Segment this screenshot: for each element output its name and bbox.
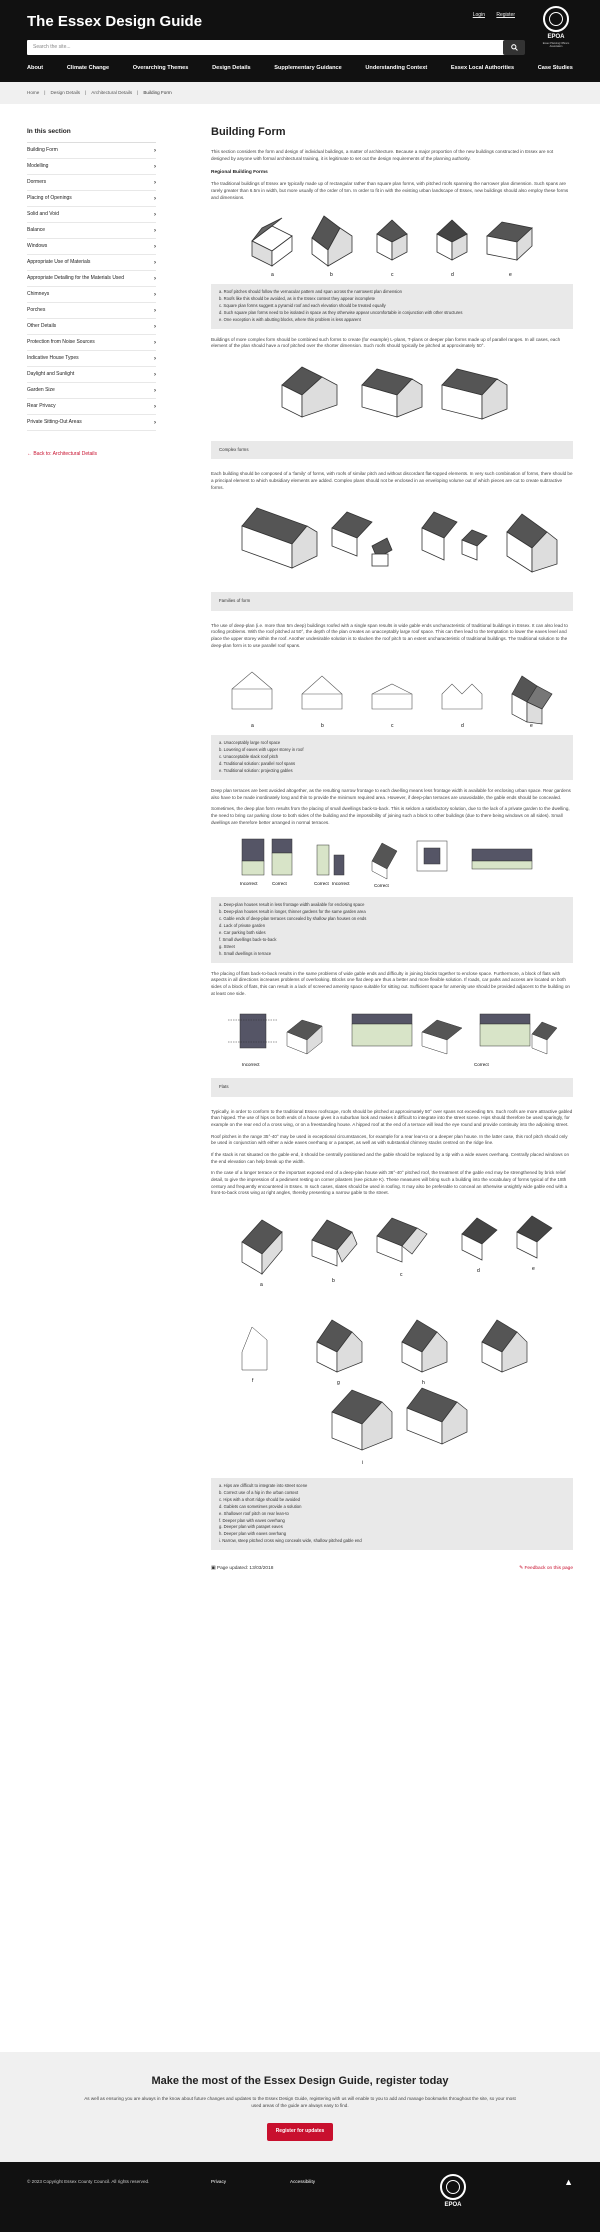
breadcrumb-architectural-details[interactable]: Architectural Details bbox=[91, 89, 133, 95]
fig-label: e bbox=[530, 723, 533, 730]
chevron-right-icon: › bbox=[154, 339, 156, 346]
chevron-right-icon: › bbox=[154, 147, 156, 154]
fig-label: b bbox=[332, 1277, 335, 1284]
fig-label: f bbox=[252, 1377, 254, 1384]
fig-label: d bbox=[451, 272, 454, 279]
fig-label: c bbox=[391, 272, 394, 279]
chevron-right-icon: › bbox=[154, 371, 156, 378]
sidebar-item[interactable]: Rear Privacy › bbox=[27, 399, 156, 415]
fig-label: Correct bbox=[474, 1062, 489, 1068]
back-to-top-icon[interactable]: ▲ bbox=[564, 2177, 573, 2187]
fig-label: h bbox=[422, 1379, 425, 1386]
body-text: If the stack is not situated on the gable end, it should be centrally positioned and the gable should be replaced by a tip with a wide eaves overhang. Centrally placed windows on the end elevation can help break up the width. bbox=[211, 1151, 570, 1164]
fig-label: Correct bbox=[374, 883, 389, 889]
sidebar-item[interactable]: Protection from Noise Sources › bbox=[27, 335, 156, 351]
arrow-left-icon: ← bbox=[27, 451, 34, 458]
sidebar-item[interactable]: Appropriate Detailing for the Materials Used › bbox=[27, 271, 156, 287]
body-text: The use of deep-plan (i.e. more than 5m deep) buildings roofed with a single span results in wide gable ends uncharacteristic of traditional buildings in Essex. It can also lead to roofing problems. With the roof pitched at 50°, the depth of the plan creates an unacceptably large roof space. This can then lead to the temptation to lower the eaves level and place the upper storey within the roof. Another undesirable solution is to slacken the roof pitch to an extent uncharacteristic of traditional buildings. The traditional solution to the deep-plan form is to use parallel roof spans. bbox=[211, 622, 568, 648]
fig-label: b bbox=[330, 272, 333, 279]
logo-text: EPOA bbox=[547, 34, 565, 40]
roof-types-figure bbox=[222, 1202, 562, 1472]
feedback-link[interactable]: ✎ Feedback on this page bbox=[519, 1566, 573, 1572]
figure-caption: Families of form bbox=[211, 592, 573, 610]
breadcrumb: Home | Design Details | Architectural Details | Building Form bbox=[0, 82, 600, 104]
sidebar-item[interactable]: Daylight and Sunlight › bbox=[27, 367, 156, 383]
register-link[interactable]: Register bbox=[496, 12, 515, 18]
chevron-right-icon: › bbox=[154, 307, 156, 314]
fig-label: e bbox=[509, 272, 512, 279]
deep-plan-figure bbox=[222, 654, 562, 729]
register-banner bbox=[0, 2052, 600, 2162]
nav-understanding-context[interactable]: Understanding Context bbox=[365, 65, 428, 71]
fig-label: Incorrect bbox=[242, 1062, 260, 1068]
fig-label: Correct bbox=[314, 881, 329, 887]
fig-label: i bbox=[362, 1459, 364, 1466]
sidebar-item[interactable]: Porches › bbox=[27, 303, 156, 319]
body-text: Roof pitches in the range 35°-40° may be used in exceptional circumstances, for example for a rear lean-to or a deeper plan house. In the latter case, this roof pitch should only be used in conjunction with either a wide eaves overhang or a parapet, as well as with substantial chimney stacks centred on the ridge line. bbox=[211, 1133, 568, 1146]
figure-caption: Flats bbox=[211, 1078, 573, 1096]
families-of-form-figure bbox=[222, 496, 562, 586]
page-updated: ▣ Page updated: 13/03/2018 bbox=[211, 1566, 274, 1572]
body-text: Typically, in order to conform to the traditional Essex roofscape, roofs should be pitched at approximately 50° over spans not exceeding 5m. Such roofs are more attractive gabled than hipped. The use of hips on both ends of a house gives it a suburban look and makes it difficult to integrate into the street scene. Hips should therefore be used sparingly, for example on the rear end of a cross wing, or on a freestanding house. A hipped roof at the end of a terrace will lead the eye round and provide continuity into the adjoining street. bbox=[211, 1108, 573, 1128]
footer-logo[interactable] bbox=[437, 2174, 469, 2210]
nav-supplementary-guidance[interactable]: Supplementary Guidance bbox=[274, 65, 342, 71]
body-text: In the case of a longer terrace or the important exposed end of a deep-plan house with 36°-40° pitched roof, the treatment of the gable end may be strengthened by brick relief detail, to give the impression of a pediment resting on corner pilasters (see picture K). These measures will bring such a building into the vocabulary of forms typical of the 18th century and frequently encountered in Essex. In such cases, slates should be used in roofing. It may also be preferable to conceal an otherwise unsightly wide gable end with a front-to-back cross wing at right angles, thereby presenting a narrow gable to the street. bbox=[211, 1170, 568, 1196]
sidebar-item[interactable]: Indicative House Types › bbox=[27, 351, 156, 367]
fig-label: b bbox=[321, 723, 324, 730]
sidebar-item[interactable]: Appropriate Use of Materials › bbox=[27, 255, 156, 271]
nav-case-studies[interactable]: Case Studies bbox=[537, 65, 573, 71]
sidebar-item[interactable]: Building Form › bbox=[27, 143, 156, 159]
chevron-right-icon: › bbox=[154, 243, 156, 250]
fig-label: d bbox=[461, 723, 464, 730]
nav-essex-local-authorities[interactable]: Essex Local Authorities bbox=[450, 65, 515, 71]
notes-panel: a. Roof pitches should follow the vernacular pattern and span across the narrowest plan dimension b. Roofs like this should be avoided, as in the Essex context they appear incomplete c. Square plan forms suggest a pyramid roof and each elevation should be treated equally d. Such square plan forms need to be isolated in space as they otherwise appear uncomfortable in conjunction with other structures e. One exception is with abutting blocks, where this problem is less apparent bbox=[211, 284, 573, 329]
sidebar-item[interactable]: Solid and Void › bbox=[27, 207, 156, 223]
privacy-link[interactable]: Privacy bbox=[211, 2179, 227, 2184]
chevron-right-icon: › bbox=[154, 323, 156, 330]
fig-label: Incorrect bbox=[240, 881, 258, 887]
sidebar-item[interactable]: Balance › bbox=[27, 223, 156, 239]
fig-label: a bbox=[260, 1281, 263, 1288]
chevron-right-icon: › bbox=[154, 275, 156, 282]
chevron-right-icon: › bbox=[154, 259, 156, 266]
fig-label: g bbox=[337, 1379, 340, 1386]
body-text: The traditional buildings of Essex are typically made up of rectangular rather than square plan forms, with pitched roofs spanning the narrower plan dimension. Such spans are rarely greater than 6.5m in width, but more usually of the order of 5m. In order to fit in with the existing urban landscape of Essex, new buildings should also employ these forms and dimensions. bbox=[211, 181, 569, 200]
nav-design-details[interactable]: Design Details bbox=[212, 65, 251, 71]
register-text: As well as ensuring you are always in the know about future changes and updates to the Essex Design Guide, registering with us will enable to you to add and manage bookmarks throughout the site, so your most used areas of the guide are always easy to find. bbox=[84, 2095, 516, 2108]
fig-label: e bbox=[532, 1265, 535, 1272]
sidebar-item[interactable]: Windows › bbox=[27, 239, 156, 255]
register-title: Make the most of the Essex Design Guide, register today bbox=[151, 2075, 449, 2087]
sidebar-item[interactable]: Modelling › bbox=[27, 159, 156, 175]
intro-text: This section considers the form and design of individual buildings, a matter of architecture. Because a major proportion of the new buildings constructed in Essex are not designed by anyone with formal architectural training, it is legitimate to set out the design requirements of the planning authority. bbox=[211, 148, 554, 161]
nav-climate-change[interactable]: Climate Change bbox=[66, 65, 110, 71]
nav-about[interactable]: About bbox=[27, 65, 44, 71]
notes-panel: a. Hips are difficult to integrate into street scene b. Correct use of a hip in the urban context c. Hips with a short ridge should be avoided d. Gablets can sometimes provide a solution e. Shallower roof pitch on rear lean-to f. Deeper plan with eaves overhang g. Deeper plan with parapet eaves h. Deeper plan with eaves overhang i. Narrow, steep pitched cross wing conceals wide, shallow pitched gable end bbox=[211, 1478, 573, 1550]
chevron-right-icon: › bbox=[154, 179, 156, 186]
chevron-right-icon: › bbox=[154, 195, 156, 202]
sidebar-item[interactable]: Other Details › bbox=[27, 319, 156, 335]
section-heading: Regional Building Forms bbox=[211, 170, 268, 176]
chevron-right-icon: › bbox=[154, 355, 156, 362]
logo-text: EPOA bbox=[444, 2202, 462, 2208]
notes-panel: a. Deep-plan houses result in less frontage width available for enclosing space b. Deep-plan houses result in longer, thinner gardens for the same garden area c. Gable ends of deep-plan terraces concealed by shallow plan houses on ends d. Lack of private garden e. Car parking both sides f. Small dwellings back-to-back g. Street h. Small dwellings in terrace bbox=[211, 897, 573, 962]
search-button[interactable] bbox=[503, 40, 525, 55]
site-header bbox=[0, 0, 600, 82]
logo-subtitle: Essex Planning Officers Association bbox=[542, 41, 570, 48]
chevron-right-icon: › bbox=[154, 227, 156, 234]
body-text: The placing of flats back-to-back results in the same problems of wide gable ends and difficulty in joining blocks together to enclose space. Furthermore, a block of flats with aspects in all directions increases problems of overlooking. Blocks one flat deep are thus a better and more flexible solution. If roads, car parks and access are located on both sides of a block of flats, this can result in a lack of screened amenity space suitable for sitting out. Sufficient space for amenity use should be provided adjacent to the building on at least one side. bbox=[211, 970, 570, 996]
chevron-right-icon: › bbox=[154, 211, 156, 218]
page-meta bbox=[211, 1566, 573, 1573]
search-placeholder: Search the site... bbox=[33, 44, 71, 50]
feedback-icon: ✎ bbox=[519, 1566, 525, 1572]
fig-label: Incorrect bbox=[332, 881, 350, 887]
body-text: Deep plan terraces are best avoided altogether, as the resulting narrow frontage to each dwelling means less frontage width is available for enclosing urban space. Rear gardens also have to be made inordinately long and thin to provide the minimum required area. However, if deep-plan terraces are unavoidable, the gable ends should be concealed. bbox=[211, 788, 571, 800]
register-button[interactable]: Register for updates bbox=[267, 2123, 334, 2140]
page-title: Building Form bbox=[211, 126, 286, 138]
search-input[interactable] bbox=[27, 40, 514, 55]
chevron-right-icon: › bbox=[154, 419, 156, 426]
breadcrumb-design-details[interactable]: Design Details bbox=[50, 89, 81, 95]
flats-figure bbox=[222, 1002, 562, 1072]
chevron-right-icon: › bbox=[154, 291, 156, 298]
nav-overarching-themes[interactable]: Overarching Themes bbox=[132, 65, 189, 71]
breadcrumb-home[interactable]: Home bbox=[27, 89, 40, 95]
main-nav bbox=[27, 64, 573, 72]
chevron-right-icon: › bbox=[154, 403, 156, 410]
login-link[interactable]: Login bbox=[472, 12, 485, 18]
breadcrumb-current: Building Form bbox=[143, 89, 172, 95]
fig-label: a bbox=[251, 723, 254, 730]
body-text: Sometimes, the deep plan form results from the placing of small dwellings back-to-back. This is seldom a satisfactory solution, due to the lack of a private garden to the dwelling, the need to bring car parking close to both sides of the building and the impossibility of joining such a block to other buildings (due to there being windows on all sides). Small dwellings are therefore better arranged in normal terraces. bbox=[211, 806, 570, 825]
fig-label: d bbox=[477, 1267, 480, 1274]
sidebar-item[interactable]: Placing of Openings › bbox=[27, 191, 156, 207]
complex-forms-figure bbox=[262, 355, 522, 435]
fig-label: c bbox=[400, 1271, 403, 1278]
body-text: Buildings of more complex form should be combined such forms to create (for example) L-plans, T-plans or deeper plan forms made up of parallel ranges. In all cases, each element of the plan should have a roof pitched over the shorter dimension. Such roofs should typically be pitched at approximately 50°. bbox=[211, 336, 561, 349]
chevron-right-icon: › bbox=[154, 387, 156, 394]
sidebar-item[interactable]: Chimneys › bbox=[27, 287, 156, 303]
fig-label: c bbox=[391, 723, 394, 730]
sidebar-item[interactable]: Private Sitting-Out Areas › bbox=[27, 415, 156, 431]
site-title[interactable]: The Essex Design Guide bbox=[27, 13, 203, 30]
epoa-logo[interactable] bbox=[540, 6, 572, 46]
logo-ring-icon bbox=[440, 2174, 466, 2200]
regional-forms-figure bbox=[242, 206, 542, 278]
figure-caption: Complex forms bbox=[211, 441, 573, 459]
sidebar-heading: In this section bbox=[27, 127, 156, 143]
accessibility-link[interactable]: Accessibility bbox=[290, 2179, 316, 2184]
main-content bbox=[211, 125, 573, 1573]
terrace-plans-figure bbox=[232, 831, 552, 891]
fig-label: a bbox=[271, 272, 274, 279]
logo-ring-icon bbox=[543, 6, 569, 32]
notes-panel: a. Unacceptably large roof space b. Lowering of eaves with upper storey in roof c. Unacceptable slack roof pitch d. Traditional solution: parallel roof spans e. Traditional solution: projecting gables bbox=[211, 735, 573, 780]
sidebar-item[interactable]: Dormers › bbox=[27, 175, 156, 191]
sidebar bbox=[27, 127, 156, 459]
copyright: © 2023 Copyright Essex County Council. All rights reserved. bbox=[27, 2179, 150, 2184]
top-links bbox=[463, 12, 515, 19]
body-text: Each building should be composed of a 'family' of forms, with roofs of similar pitch and without discordant flat-topped elements. In very such combination of forms, there should be a principal element to which subsidiary elements are added. Complex plans should not be enclosed in an enveloping volume out of which pieces are cut to create subtractive forms. bbox=[211, 471, 573, 490]
search-icon bbox=[511, 44, 518, 51]
calendar-icon: ▣ bbox=[211, 1566, 217, 1572]
chevron-right-icon: › bbox=[154, 163, 156, 170]
sidebar-item[interactable]: Garden Size › bbox=[27, 383, 156, 399]
back-link[interactable]: ← Back to: Architectural Details bbox=[27, 451, 98, 458]
site-footer bbox=[0, 2162, 600, 2232]
fig-label: Correct bbox=[272, 881, 287, 887]
